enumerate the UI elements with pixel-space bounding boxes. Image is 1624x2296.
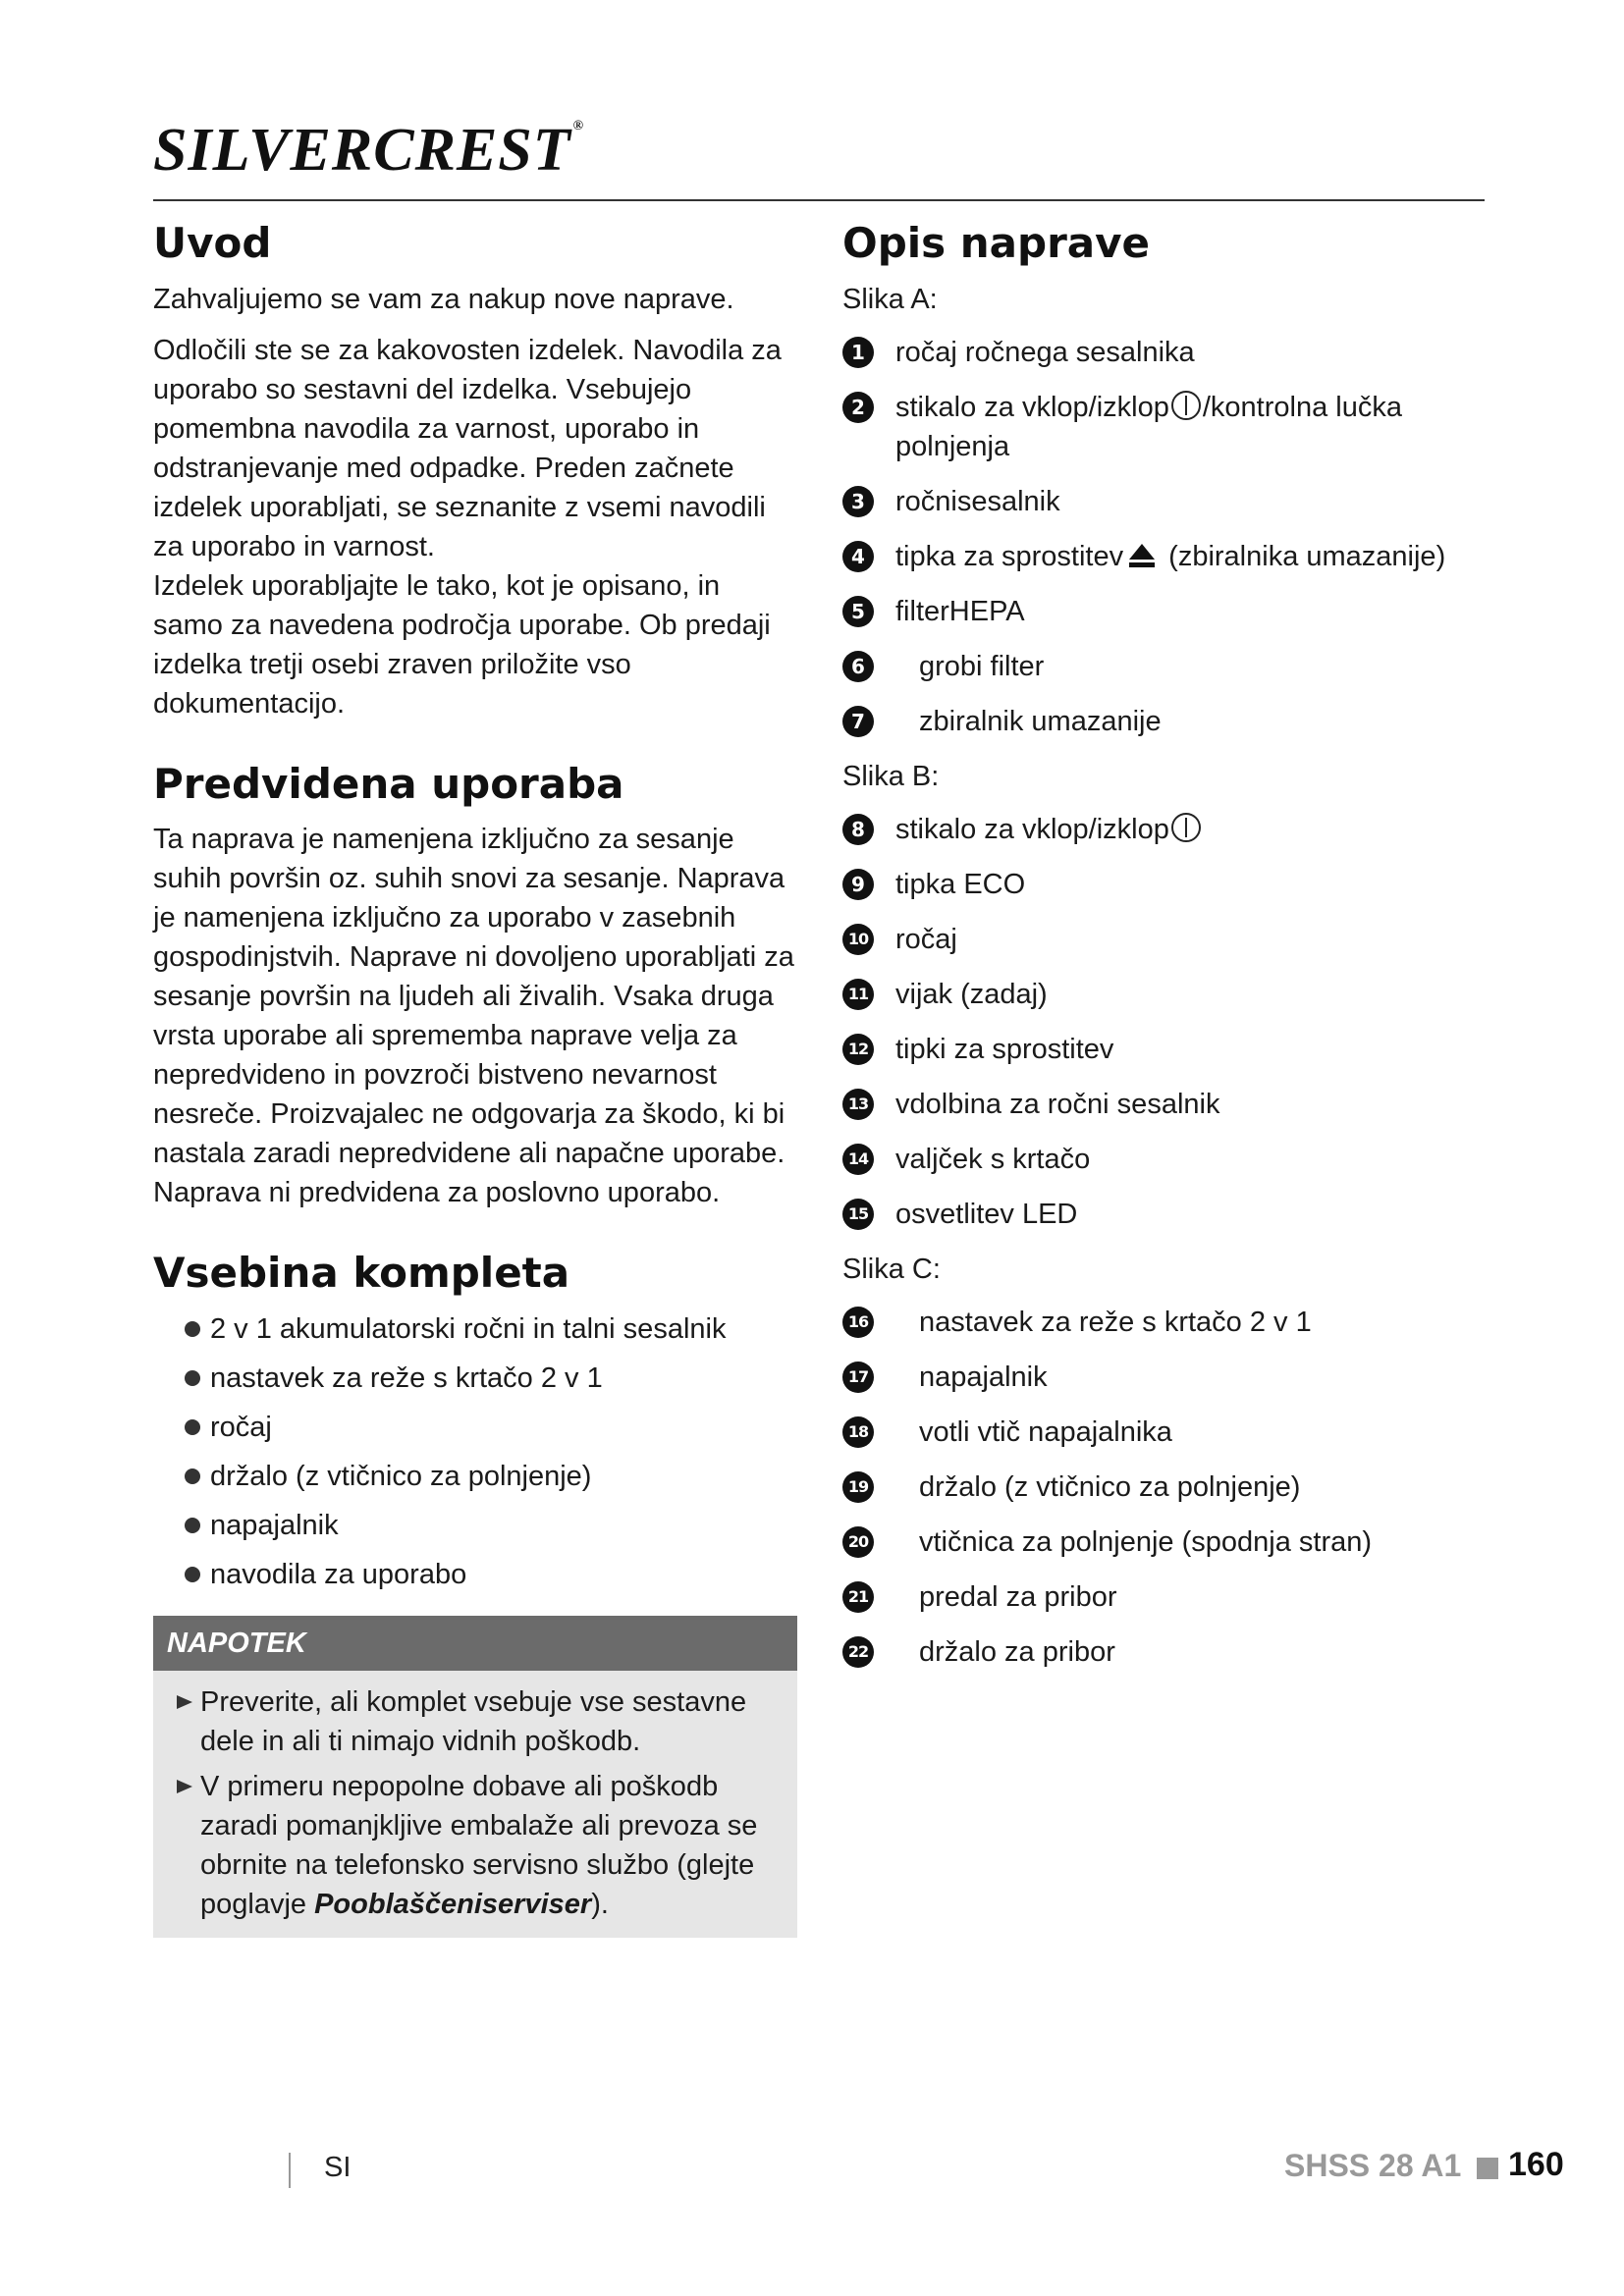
intro-paragraph-2: Odločili ste se za kakovosten izdelek. Navodila za uporabo so sestavni del izdelka. Vsebujejo pomembna navodila za varnost, uporabo in odstranjevanje med odpadke. Preden začnete izdelek uporabljati, se seznanite z vsemi navodili za uporabo in varnost. xyxy=(153,334,782,562)
figure-a-list xyxy=(842,333,1490,741)
intro-paragraph-3: Izdelek uporabljajte le tako, kot je opisano, in samo za navedena področja uporabe. Ob predaji izdelka tretji osebi zraven priložite vso dokumentacijo. xyxy=(153,569,771,720)
power-icon xyxy=(1171,391,1201,420)
number-badge: 4 xyxy=(842,541,874,572)
contents-list xyxy=(153,1309,797,1594)
list-item: 2 stikalo za vklop/izklop /kontrolna lučka polnjenja xyxy=(842,388,1490,466)
intro-paragraph-1: Zahvaljujemo se vam za nakup nove naprave. xyxy=(153,283,734,315)
intended-use-paragraph: Ta naprava je namenjena izključno za sesanje suhih površin oz. suhih snovi za sesanje. Naprava je namenjena izključno za uporabo v zasebnih gospodinjstvih. Naprave ni dovoljeno uporabljati za sesanje površin na ljudeh ali živalih. Vsaka druga vrsta uporabe ali sprememba naprave velja za nepredvideno in povzroči bistveno nevarnost nesreče. Proizvajalec ne odgovarja za škodo, ki bi nastala zaradi nepredvidene ali napačne uporabe. Naprava ni predvidena za poslovno uporabo. xyxy=(153,824,794,1208)
list-item: 19 držalo (z vtičnico za polnjenje) xyxy=(842,1468,1490,1507)
number-badge: 21 xyxy=(842,1581,874,1613)
footer-square-icon xyxy=(1477,2158,1498,2179)
right-column xyxy=(842,218,1490,1687)
number-badge: 17 xyxy=(842,1362,874,1393)
section-intro xyxy=(153,218,797,723)
section-title-intended-use: Predvidena uporaba xyxy=(153,759,624,808)
bullet-icon xyxy=(185,1321,200,1337)
list-item: ročaj xyxy=(185,1408,797,1447)
number-badge: 11 xyxy=(842,979,874,1010)
number-badge: 14 xyxy=(842,1144,874,1175)
number-badge: 13 xyxy=(842,1089,874,1120)
number-badge: 12 xyxy=(842,1034,874,1065)
left-column xyxy=(153,218,797,1938)
list-item: 7 zbiralnik umazanije xyxy=(842,702,1490,741)
list-item: 22 držalo za pribor xyxy=(842,1632,1490,1672)
list-item: 4 tipka za sprostitev (zbiralnika umazanije) xyxy=(842,537,1490,576)
number-badge: 8 xyxy=(842,814,874,845)
bullet-icon xyxy=(185,1468,200,1484)
page-number: 160 xyxy=(1508,2146,1564,2183)
list-item: 17 napajalnik xyxy=(842,1358,1490,1397)
list-item: 13 vdolbina za ročni sesalnik xyxy=(842,1085,1490,1124)
list-item: 11 vijak (zadaj) xyxy=(842,975,1490,1014)
number-badge: 20 xyxy=(842,1526,874,1558)
number-badge: 9 xyxy=(842,869,874,900)
section-title-device-description: Opis naprave xyxy=(842,219,1151,267)
list-item: 18 votli vtič napajalnika xyxy=(842,1413,1490,1452)
number-badge: 1 xyxy=(842,337,874,368)
section-title-intro: Uvod xyxy=(153,219,272,267)
list-item: 21 predal za pribor xyxy=(842,1577,1490,1617)
chapter-reference: Pooblaščeniserviser xyxy=(314,1888,592,1920)
bullet-icon xyxy=(185,1419,200,1435)
eject-icon xyxy=(1127,542,1157,569)
list-item: 6 grobi filter xyxy=(842,647,1490,686)
list-item: 14 valjček s krtačo xyxy=(842,1140,1490,1179)
note-item: V primeru nepopolne dobave ali poškodb zaradi pomanjkljive embalaže ali prevoza se obrnite na telefonsko servisno službo (glejte poglavje Pooblaščeniserviser). xyxy=(200,1767,778,1924)
list-item: 10 ročaj xyxy=(842,920,1490,959)
footer-language: SI xyxy=(324,2152,352,2183)
number-badge: 18 xyxy=(842,1416,874,1448)
power-icon xyxy=(1171,813,1201,842)
list-item: 2 v 1 akumulatorski ročni in talni sesalnik xyxy=(185,1309,797,1349)
list-item: 15 osvetlitev LED xyxy=(842,1195,1490,1234)
figure-b-list xyxy=(842,810,1490,1234)
footer-divider xyxy=(289,2153,291,2188)
figure-label-a: Slika A: xyxy=(842,283,938,315)
list-item: nastavek za reže s krtačo 2 v 1 xyxy=(185,1359,797,1398)
list-item: držalo (z vtičnico za polnjenje) xyxy=(185,1457,797,1496)
list-item: 8 stikalo za vklop/izklop xyxy=(842,810,1490,849)
number-badge: 15 xyxy=(842,1199,874,1230)
header-rule xyxy=(153,199,1485,201)
list-item: 1 ročaj ročnega sesalnika xyxy=(842,333,1490,372)
section-title-contents: Vsebina kompleta xyxy=(153,1249,570,1297)
list-item: napajalnik xyxy=(185,1506,797,1545)
list-item: 20 vtičnica za polnjenje (spodnja stran) xyxy=(842,1522,1490,1562)
list-item: 3 ročnisesalnik xyxy=(842,482,1490,521)
figure-c-list xyxy=(842,1303,1490,1672)
list-item: 9 tipka ECO xyxy=(842,865,1490,904)
figure-label-b: Slika B: xyxy=(842,760,940,792)
arrow-right-icon xyxy=(177,1695,192,1709)
list-item: 16 nastavek za reže s krtačo 2 v 1 xyxy=(842,1303,1490,1342)
note-box xyxy=(153,1616,797,1938)
number-badge: 7 xyxy=(842,706,874,737)
number-badge: 2 xyxy=(842,392,874,423)
number-badge: 22 xyxy=(842,1636,874,1668)
bullet-icon xyxy=(185,1370,200,1386)
number-badge: 10 xyxy=(842,924,874,955)
list-item: 12 tipki za sprostitev xyxy=(842,1030,1490,1069)
note-item: Preverite, ali komplet vsebuje vse sestavne dele in ali ti nimajo vidnih poškodb. xyxy=(200,1682,778,1761)
note-body xyxy=(153,1671,797,1938)
list-item: navodila za uporabo xyxy=(185,1555,797,1594)
number-badge: 16 xyxy=(842,1307,874,1338)
arrow-right-icon xyxy=(177,1780,192,1793)
brand-logo: SILVERCREST ® xyxy=(153,117,585,184)
note-title: NAPOTEK xyxy=(153,1616,797,1671)
number-badge: 3 xyxy=(842,486,874,517)
bullet-icon xyxy=(185,1518,200,1533)
section-contents xyxy=(153,1248,797,1938)
footer-model: SHSS 28 A1 xyxy=(1284,2148,1462,2183)
number-badge: 6 xyxy=(842,651,874,682)
number-badge: 19 xyxy=(842,1471,874,1503)
number-badge: 5 xyxy=(842,596,874,627)
figure-label-c: Slika C: xyxy=(842,1253,941,1285)
section-intended-use xyxy=(153,759,797,1213)
list-item: 5 filterHEPA xyxy=(842,592,1490,631)
bullet-icon xyxy=(185,1567,200,1582)
